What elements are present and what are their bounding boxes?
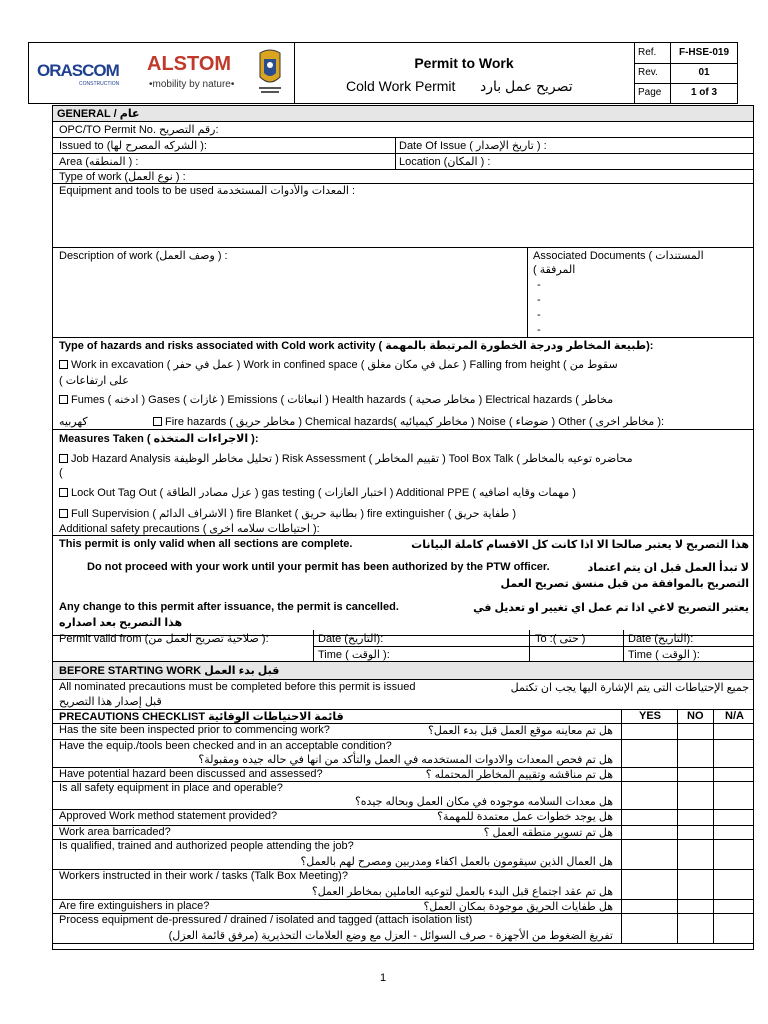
rev-value: 01 bbox=[670, 63, 737, 83]
checklist-cell-na[interactable] bbox=[714, 900, 753, 913]
checklist-cell-no[interactable] bbox=[678, 782, 713, 809]
checklist-cell-yes[interactable] bbox=[622, 810, 677, 825]
orascom-logo: ORASCOM bbox=[37, 61, 119, 80]
checklist-cell-na[interactable] bbox=[714, 810, 753, 825]
general-heading-text: GENERAL / عام bbox=[57, 108, 140, 120]
checklist-cell-no[interactable] bbox=[678, 724, 713, 739]
checklist-cell-no[interactable] bbox=[678, 810, 713, 825]
checklist-question-en: Is qualified, trained and authorized people attending the job? bbox=[59, 840, 354, 852]
notice-3-ar-2: هذا التصريح بعد اصداره bbox=[59, 617, 183, 629]
area-row[interactable] bbox=[53, 154, 753, 170]
checklist-question-ar: هل يوجد خطوات عمل معتمدة للمهمة؟ bbox=[437, 811, 613, 823]
measures-line-2[interactable]: Lock Out Tag Out ( عزل مصادر الطاقة ) gas testing ( اختبار الغازات ) Additional PPE ( مهمات وقايه اضافيه ) bbox=[59, 486, 576, 499]
divider bbox=[395, 138, 396, 153]
valid-from-label: Permit valid from (صلاحية تصريح العمل من ): bbox=[59, 633, 269, 645]
checklist-cell-yes[interactable] bbox=[622, 840, 677, 869]
before-starting-heading bbox=[53, 662, 753, 680]
measures-line-1[interactable]: Job Hazard Analysis تحليل مخاطر الوظيفة ) Risk Assessment ( تقييم المخاطر ) Tool Box Talk ( محاضره توعيه بالمخاطر bbox=[59, 452, 633, 465]
hazards-line-1b: على ارتفاعات ) bbox=[59, 375, 129, 387]
alstom-tagline: •mobility by nature• bbox=[149, 79, 235, 90]
checklist-question-en: Has the site been inspected prior to commencing work? bbox=[59, 724, 330, 736]
checklist-cell-yes[interactable] bbox=[622, 782, 677, 809]
checklist-header-row bbox=[53, 710, 753, 724]
checklist-cell-yes[interactable] bbox=[622, 826, 677, 839]
checklist-question-ar: هل تم مناقشه وتقييم المخاطر المحتمله ؟ bbox=[425, 769, 613, 781]
checklist-cell-no[interactable] bbox=[678, 768, 713, 781]
checklist-cell-na[interactable] bbox=[714, 782, 753, 809]
col-no: NO bbox=[687, 710, 704, 722]
divider bbox=[623, 630, 624, 661]
before-note-ar-2: قبل إصدار هذا التصريح bbox=[59, 696, 162, 708]
valid-to-date[interactable]: Date (التاريخ): bbox=[628, 633, 694, 645]
permit-no-label: OPC/TO Permit No. رقم التصريح: bbox=[59, 124, 219, 136]
hazards-line-2b: كهربيه bbox=[59, 416, 88, 428]
valid-from-time[interactable]: Time ( الوقت ): bbox=[318, 649, 390, 661]
divider bbox=[527, 248, 528, 337]
checklist-row bbox=[53, 900, 753, 914]
assoc-doc-item: - bbox=[537, 324, 541, 336]
checklist-row bbox=[53, 810, 753, 826]
logo-area bbox=[29, 43, 295, 103]
checklist-cell-yes[interactable] bbox=[622, 768, 677, 781]
checklist-cell-yes[interactable] bbox=[622, 740, 677, 767]
authority-emblem-icon bbox=[255, 47, 285, 97]
checklist-cell-na[interactable] bbox=[714, 768, 753, 781]
rev-row bbox=[634, 63, 737, 84]
before-note-en: All nominated precautions must be completed before this permit is issued bbox=[59, 681, 416, 693]
valid-to-time[interactable]: Time ( الوقت ): bbox=[628, 649, 700, 661]
divider bbox=[529, 630, 530, 661]
checklist-question-en: Approved Work method statement provided? bbox=[59, 810, 278, 822]
page-subtitle: Cold Work Permit bbox=[346, 78, 456, 94]
checklist-cell-na[interactable] bbox=[714, 914, 753, 943]
checkbox-icon[interactable] bbox=[59, 488, 68, 497]
description-label: Description of work (وصف العمل ) : bbox=[59, 250, 228, 262]
checklist-row bbox=[53, 870, 753, 900]
general-section-heading bbox=[53, 106, 753, 122]
page-title: Permit to Work bbox=[414, 55, 514, 71]
notice-2-en: Do not proceed with your work until your permit has been authorized by the PTW officer. bbox=[87, 561, 550, 573]
measures-section bbox=[53, 430, 753, 536]
type-work-label: Type of work (نوع العمل ) : bbox=[59, 171, 186, 183]
checklist-question-ar: هل تم عقد اجتماع قبل البدء بالعمل لتوعيه العاملين بمخاطر العمل؟ bbox=[311, 886, 613, 898]
divider bbox=[713, 710, 714, 723]
document-meta bbox=[634, 43, 737, 103]
document-header bbox=[28, 42, 738, 104]
validity-row bbox=[53, 630, 753, 662]
hazards-line-1[interactable]: Work in excavation ( عمل في حفر ) Work in confined space ( عمل في مكان مغلق ) Falling from height ( سقوط من bbox=[59, 358, 618, 371]
notices-section bbox=[53, 536, 753, 636]
col-yes: YES bbox=[639, 710, 662, 722]
checkbox-icon[interactable] bbox=[59, 509, 68, 518]
issued-to-label: Issued to (الشركه المصرح لها ): bbox=[59, 140, 207, 152]
checklist-question-en: Have the equip./tools been checked and in an acceptable condition? bbox=[59, 740, 392, 752]
valid-to-label: To :( حتى ) bbox=[535, 633, 586, 645]
checklist-cell-yes[interactable] bbox=[622, 870, 677, 899]
checklist-question-ar: هل تم فحص المعدات والادوات المستخدمه في العمل والتأكد من انها في حاله جيده ومقبولة؟ bbox=[198, 754, 613, 766]
col-na: N/A bbox=[725, 710, 744, 722]
ref-row bbox=[634, 43, 737, 64]
page-row bbox=[634, 83, 737, 103]
hazards-line-3[interactable]: Fire hazards ( مخاطر حريق ) Chemical hazards( مخاطر كيميائيه ) Noise ( ضوضاء ) Other ( مخاطر اخرى ): bbox=[153, 415, 664, 428]
checklist-row bbox=[53, 782, 753, 810]
notice-2-ar-1: لا تبدأ العمل قبل ان يتم اعتماد bbox=[587, 562, 749, 574]
checklist-question-ar: هل معدات السلامه موجوده في مكان العمل وبحاله جيده؟ bbox=[354, 796, 613, 808]
checklist-question-en: Work area barricaded? bbox=[59, 826, 171, 838]
checklist-cell-no[interactable] bbox=[678, 840, 713, 869]
measures-line-3[interactable]: Full Supervision ( الاشراف الدائم ) fire Blanket ( بطانية حريق ) fire extinguisher ( طفاية حريق ) bbox=[59, 507, 516, 520]
notice-2-ar-2: التصريح بالموافقة من قبل منسق تصريح العمل bbox=[500, 578, 749, 590]
checklist-question-ar: هل تم تسوير منطقه العمل ؟ bbox=[483, 827, 613, 839]
equipment-row[interactable] bbox=[53, 184, 753, 248]
hazards-heading: Type of hazards and risks associated with Cold work activity ( طبيعة المخاطر ودرجة الخطورة المرتبطة بالمهمة): bbox=[59, 340, 654, 352]
checkbox-icon[interactable] bbox=[59, 395, 68, 404]
measures-heading: Measures Taken ( الاجراءات المتخذه ): bbox=[59, 433, 259, 445]
before-note-row bbox=[53, 680, 753, 710]
before-note-ar-1: جميع الإحتياطات التى يتم الإشارة اليها يجب ان تكتمل bbox=[510, 682, 749, 694]
page-label: Page bbox=[638, 87, 662, 98]
checklist-question-ar: هل طفايات الحريق موجودة بمكان العمل؟ bbox=[423, 901, 613, 913]
checklist-question-en: Are fire extinguishers in place? bbox=[59, 900, 210, 912]
notice-3-en: Any change to this permit after issuance, the permit is cancelled. bbox=[59, 601, 399, 613]
checklist-question-en: Have potential hazard been discussed and assessed? bbox=[59, 768, 323, 780]
orascom-logo-sub: CONSTRUCTION bbox=[79, 81, 120, 87]
page-value: 1 of 3 bbox=[670, 83, 737, 103]
notice-1-ar: هذا التصريح لا يعتبر صالحا الا اذا كانت كل الاقسام كاملة البيانات bbox=[411, 539, 749, 551]
checklist-question-ar: تفريغ الضغوط من الأجهزة - صرف السوائل - العزل مع وضع العلامات التحذيرية (مرفق قائمة العزل) bbox=[168, 930, 613, 942]
page-number: 1 bbox=[380, 972, 387, 984]
assoc-doc-item: - bbox=[537, 309, 541, 321]
date-issue-label: Date Of Issue ( تاريخ الإصدار ) : bbox=[399, 140, 547, 152]
valid-from-date[interactable]: Date (التاريخ): bbox=[318, 633, 384, 645]
location-label: Location (المكان ) : bbox=[399, 156, 491, 168]
checklist-row bbox=[53, 740, 753, 768]
description-row[interactable] bbox=[53, 248, 753, 338]
divider bbox=[313, 646, 753, 647]
checklist-question-ar: هل العمال الذين سيقومون بالعمل اكفاء ومدربين ومصرح لهم بالعمل؟ bbox=[300, 856, 613, 868]
issued-to-row[interactable] bbox=[53, 138, 753, 154]
checklist-cell-na[interactable] bbox=[714, 840, 753, 869]
checkbox-icon[interactable] bbox=[59, 360, 68, 369]
measures-line-4[interactable]: Additional safety precautions ( احتياطات سلامه اخرى ): bbox=[59, 523, 320, 535]
checklist-cell-yes[interactable] bbox=[622, 724, 677, 739]
checklist-cell-no[interactable] bbox=[678, 740, 713, 767]
permit-no-row[interactable] bbox=[53, 122, 753, 138]
area-label: Area (المنطقه ) : bbox=[59, 156, 139, 168]
checklist-row bbox=[53, 768, 753, 782]
equipment-label: Equipment and tools to be used المعدات والأدوات المستخدمة : bbox=[59, 185, 356, 197]
before-heading-text: BEFORE STARTING WORK قبل بدء العمل bbox=[59, 665, 280, 677]
checklist-question-ar: هل تم معاينه موقع العمل قبل بدء العمل؟ bbox=[428, 725, 613, 737]
checklist-cell-no[interactable] bbox=[678, 826, 713, 839]
checklist-row bbox=[53, 840, 753, 870]
checklist-row bbox=[53, 826, 753, 840]
checklist-cell-na[interactable] bbox=[714, 724, 753, 739]
assoc-docs-label-ar: المرفقة ) bbox=[533, 264, 576, 276]
title-area bbox=[294, 43, 635, 103]
checkbox-icon[interactable] bbox=[59, 454, 68, 463]
assoc-docs-label: Associated Documents ( المستندات bbox=[533, 250, 704, 262]
ref-label: Ref. bbox=[638, 47, 657, 58]
checklist-cell-no[interactable] bbox=[678, 870, 713, 899]
checklist-row bbox=[53, 724, 753, 740]
notice-1-en: This permit is only valid when all sections are complete. bbox=[59, 538, 353, 550]
checklist-heading: PRECAUTIONS CHECKLIST قائمة الاحتياطات الوقائية bbox=[59, 711, 344, 723]
page-subtitle-ar: تصريح عمل بارد bbox=[480, 78, 573, 94]
divider bbox=[677, 710, 678, 723]
measures-line-1b: ( bbox=[59, 467, 63, 479]
checklist-question-en: Workers instructed in their work / tasks (Talk Box Meeting)? bbox=[59, 870, 348, 882]
checklist-cell-na[interactable] bbox=[714, 826, 753, 839]
checklist-cell-no[interactable] bbox=[678, 900, 713, 913]
assoc-doc-item: - bbox=[537, 279, 541, 291]
checklist-cell-yes[interactable] bbox=[622, 914, 677, 943]
permit-form bbox=[52, 105, 754, 950]
checkbox-icon[interactable] bbox=[153, 417, 162, 426]
checklist-cell-na[interactable] bbox=[714, 740, 753, 767]
assoc-doc-item: - bbox=[537, 294, 541, 306]
checklist-row bbox=[53, 914, 753, 944]
ref-value: F-HSE-019 bbox=[670, 43, 737, 63]
checklist-question-en: Process equipment de-pressured / drained / isolated and tagged (attach isolation list) bbox=[59, 914, 473, 926]
divider bbox=[621, 710, 622, 723]
checklist-cell-na[interactable] bbox=[714, 870, 753, 899]
alstom-logo: ALSTOM bbox=[147, 53, 232, 75]
notice-3-ar-1: يعتبر التصريح لاغي اذا تم عمل اي تغيير او تعديل في bbox=[473, 602, 749, 614]
checklist-cell-no[interactable] bbox=[678, 914, 713, 943]
checklist-question-en: Is all safety equipment in place and operable? bbox=[59, 782, 283, 794]
hazards-section bbox=[53, 338, 753, 430]
rev-label: Rev. bbox=[638, 67, 658, 78]
divider bbox=[395, 154, 396, 169]
checklist-cell-yes[interactable] bbox=[622, 900, 677, 913]
type-work-row[interactable] bbox=[53, 170, 753, 184]
hazards-line-2[interactable]: Fumes ( ادخنه ) Gases ( غازات ) Emissions ( انبعاثات ) Health hazards ( مخاطر صحية ) Electrical hazards ( مخاطر bbox=[59, 393, 613, 406]
